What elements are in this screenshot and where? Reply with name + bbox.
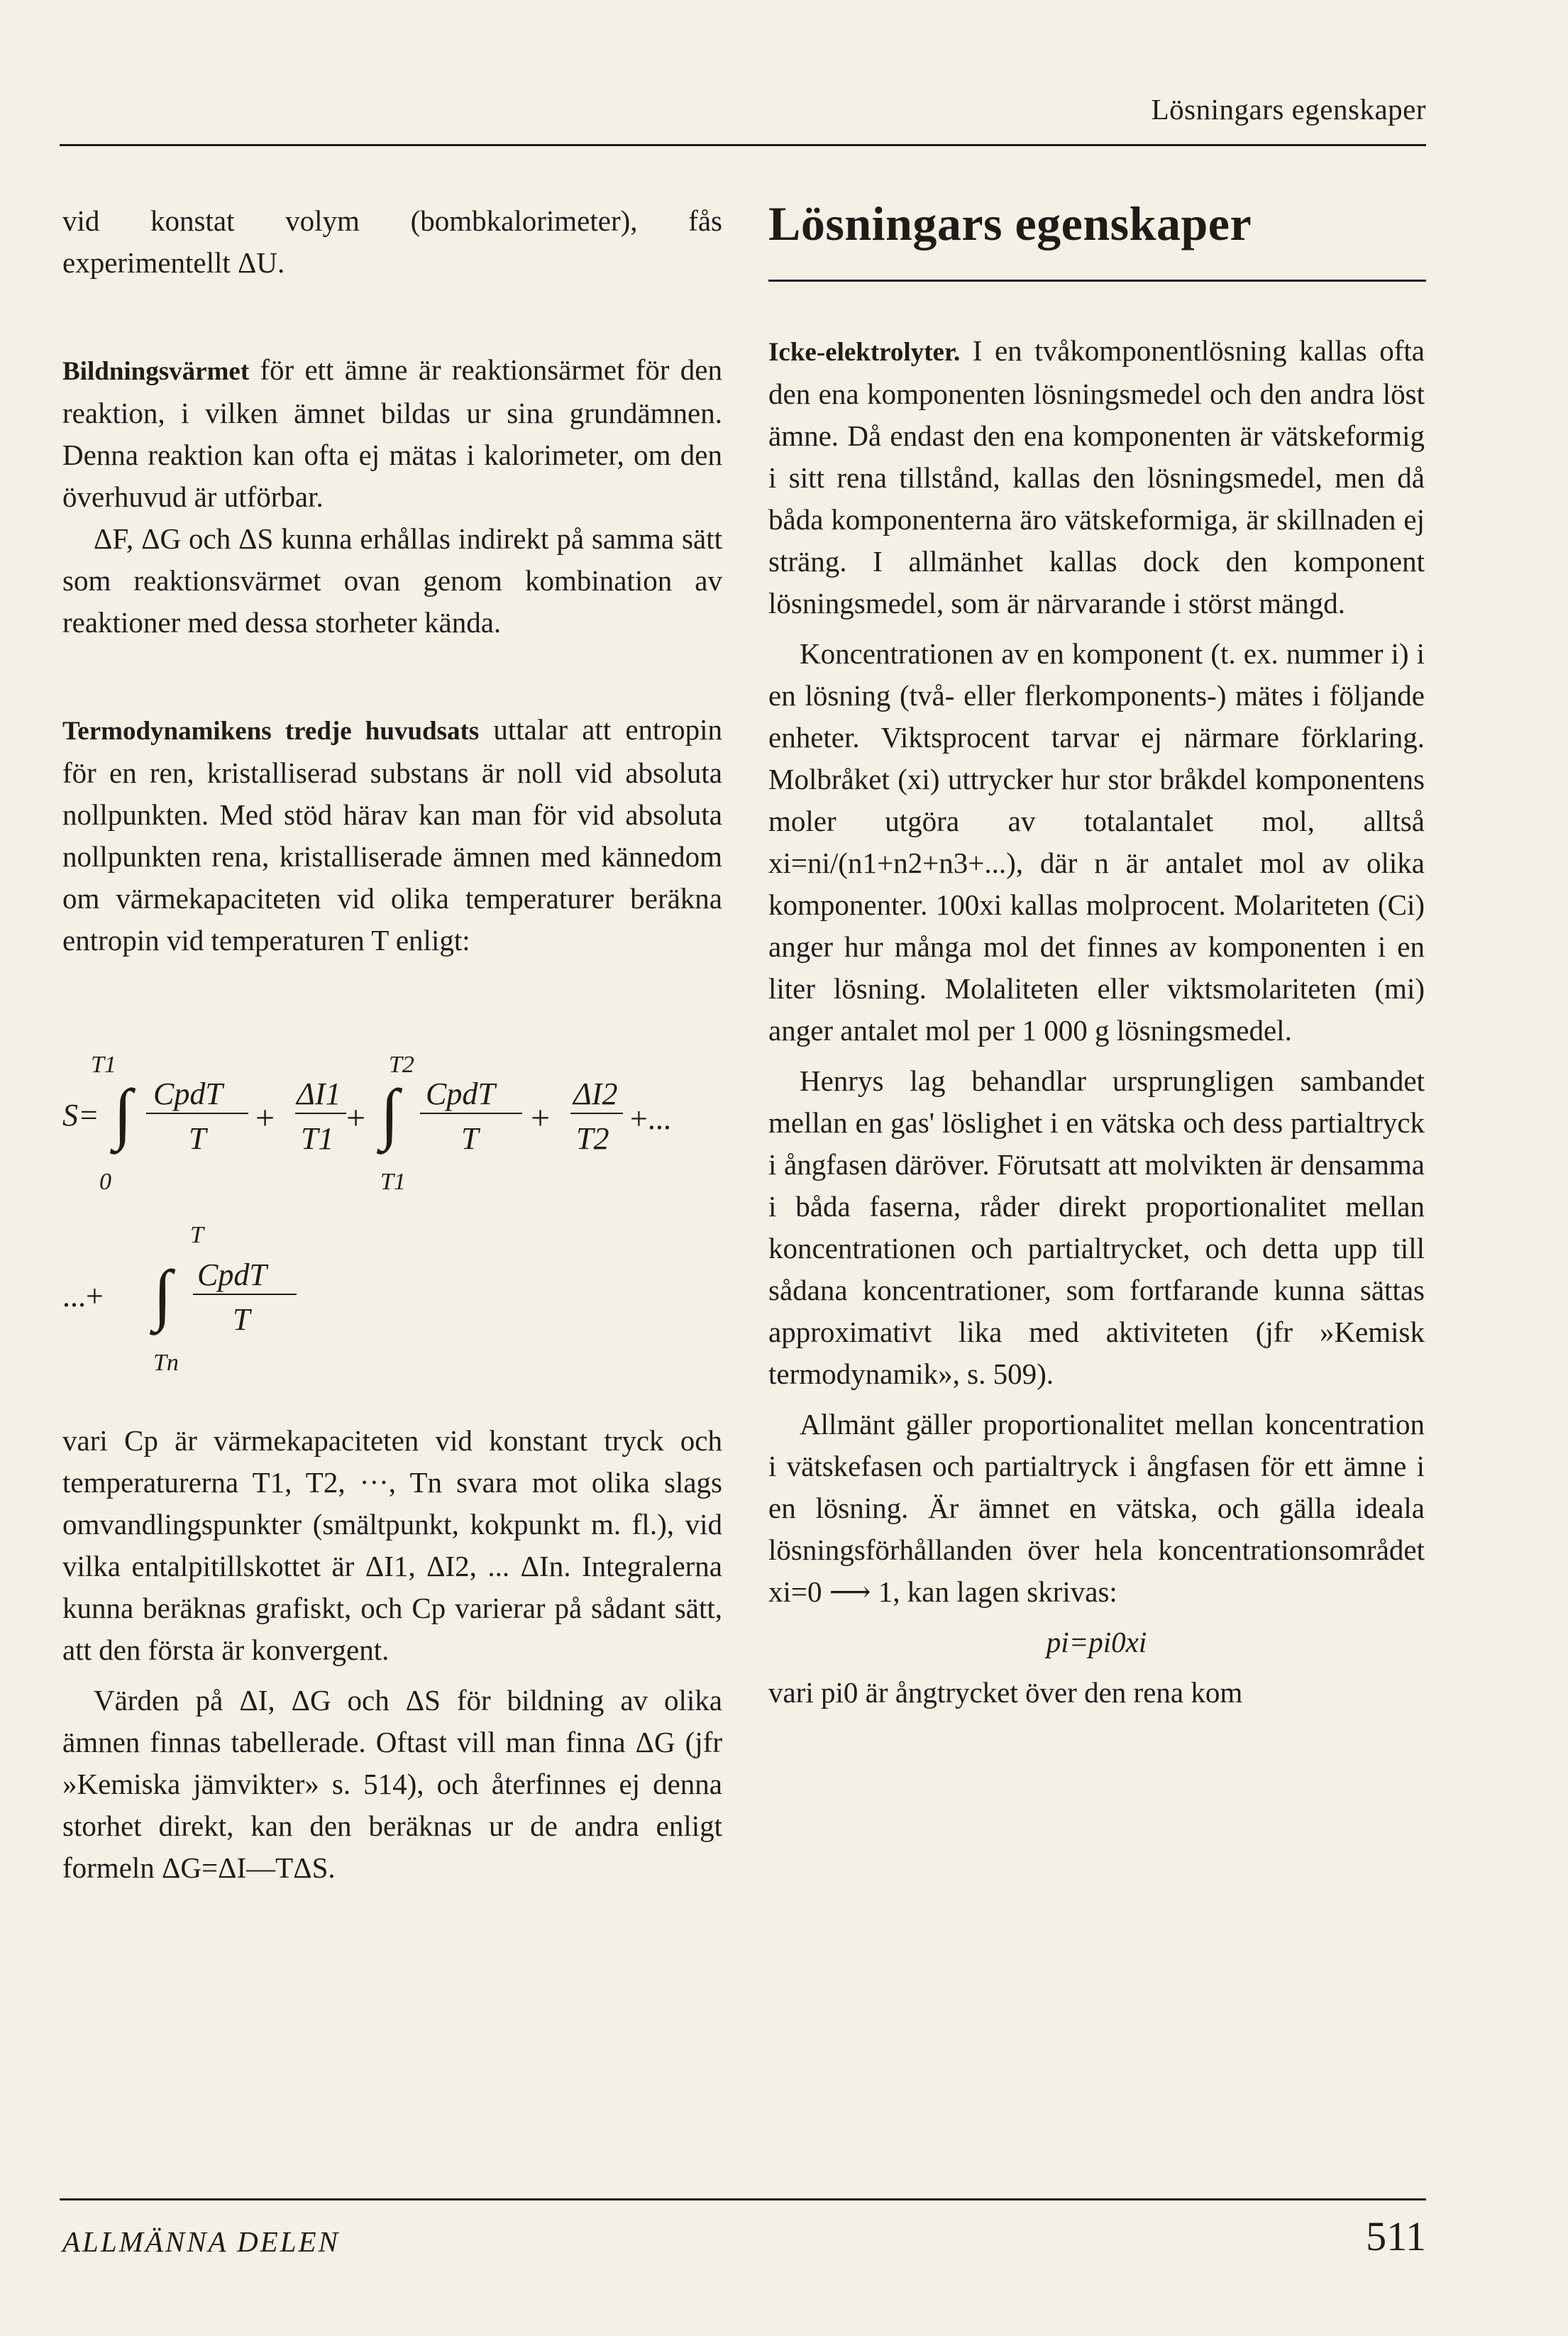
frac3-num: CpdT [426, 1076, 495, 1111]
running-title: Lösningars egenskaper [1151, 93, 1426, 126]
run-in-heading: Termodynamikens tredje huvudsats [62, 717, 480, 746]
formula-lhs: S= [62, 1098, 99, 1133]
header-rule [60, 144, 1426, 146]
int1-upper: T1 [91, 1052, 116, 1078]
paragraph-text: uttalar att entropin för en ren, kristalliserad substans är noll vid absoluta nollpunkten. Med stöd härav kan man för vid absoluta nollpunkten rena, kristalliserade ämnen med kännedom om värmekapaciteten vid olika temperaturer beräkna entropin vid temperaturen T enligt: [62, 713, 722, 957]
left-column [62, 200, 722, 1889]
paragraph: Allmänt gäller proportionalitet mellan koncentration i vätskefasen och partialtryck i ångfasen för ett ämne i en lösning. Är ämnet en vätska, och gälla ideala lösningsförhållanden över hela koncentrationsområdet xi=0 ⟶ 1, kan lagen skrivas: [768, 1408, 1425, 1608]
paragraph: vari Cp är värmekapaciteten vid konstant tryck och temperaturerna T1, T2, ···, Tn svara mot olika slags omvandlingspunkter (smältpunkt, kokpunkt m. fl.), vid vilka entalpitillskottet är ΔI1, ΔI2, ... ΔIn. Integralerna kunna beräknas grafiskt, och Cp varierar på sådant sätt, att den första är konvergent. [62, 1424, 722, 1666]
plus-sign: + [255, 1099, 275, 1137]
paragraph-text: I en tvåkomponentlösning kallas ofta den ena komponenten lösningsmedel och den andra löst ämne. Då endast den ena komponenten är vätskeformig i sitt rena tillstånd, kallas den lösningsmedel, men då båda komponenterna äro vätskeformiga, är skillnaden ej sträng. I allmänhet kallas dock den komponent lösningsmedel, som är närvarande i störst mängd. [768, 334, 1425, 619]
paragraph: ΔF, ΔG och ΔS kunna erhållas indirekt på samma sätt som reaktionsvärmet ovan genom kombination av reaktioner med dessa storheter kända. [62, 522, 722, 639]
frac4-den: T2 [576, 1121, 609, 1156]
paragraph: vari pi0 är ångtrycket över den rena kom [768, 1676, 1243, 1709]
paragraph [768, 330, 1425, 624]
henry-formula: pi=pi0xi [1046, 1626, 1147, 1658]
paragraph: Koncentrationen av en komponent (t. ex. nummer i) i en lösning (två- eller flerkomponents-) mätes i följande enheter. Viktsprocent tarvar ej närmare förklaring. Molbråket (xi) uttrycker hur stor bråkdel komponentens moler utgöra av totalantalet mol, alltså xi=ni/(n1+n2+n3+...), där n är antalet mol av olika komponenter. 100xi kallas molprocent. Molariteten (Ci) anger hur många mol det finnes av komponenten i en liter lösning. Molaliteten eller viktsmolariteten (mi) anger antalet mol per 1 000 g lösningsmedel. [768, 637, 1425, 1047]
paragraph: Henrys lag behandlar ursprungligen sambandet mellan en gas' löslighet i en vätska och dess partialtryck i ångfasen däröver. Förutsatt att molvikten är densamma i båda faserna, råder direkt proportionalitet mellan koncentrationen och partialtrycket, och detta upp till sådana koncentrationer, som fortfarande kunna sättas approximativt lika med aktiviteten (jfr »Kemisk termodynamik», s. 509). [768, 1064, 1425, 1390]
int2-lower: T1 [380, 1169, 406, 1195]
frac5-num: CpdT [197, 1257, 267, 1292]
running-head [0, 92, 1568, 135]
frac5-den: T [233, 1302, 250, 1337]
int2-upper: T2 [389, 1052, 414, 1078]
plus-sign: + [346, 1099, 366, 1137]
page-number: 511 [1366, 2213, 1426, 2259]
right-column [768, 330, 1425, 1714]
frac1-den: T [189, 1121, 206, 1156]
entropy-formula [62, 987, 722, 1399]
section-heading: Lösningars egenskaper [768, 197, 1252, 250]
int3-lower: Tn [153, 1350, 179, 1376]
integral-sign: ∫ [114, 1075, 133, 1151]
footer-rule [60, 2198, 1426, 2200]
paragraph [62, 709, 722, 962]
run-in-heading: Icke-elektrolyter. [768, 338, 961, 367]
run-in-heading: Bildningsvärmet [62, 357, 250, 386]
heading-rule [768, 280, 1426, 282]
paragraph: Värden på ΔI, ΔG och ΔS för bildning av olika ämnen finnas tabellerade. Oftast vill man finna ΔG (jfr »Kemiska jämvikter» s. 514), och återfinnes ej denna storhet direkt, kan den beräknas ur de andra enligt formeln ΔG=ΔI—TΔS. [62, 1684, 722, 1884]
integral-sign: ∫ [380, 1075, 399, 1151]
formula-line2-lead: ...+ [62, 1279, 104, 1313]
int3-upper: T [190, 1222, 204, 1248]
frac2-num: ΔI1 [297, 1076, 341, 1111]
frac4-num: ΔI2 [573, 1076, 618, 1111]
formula-trail: +... [630, 1101, 671, 1136]
frac2-den: T1 [301, 1121, 334, 1156]
plus-sign: + [531, 1099, 551, 1137]
integral-sign: ∫ [153, 1256, 172, 1332]
paragraph-text: för ett ämne är reaktionsärmet för den reaktion, i vilken ämnet bildas ur sina grundämnen. Denna reaktion kan ofta ej mätas i kalorimeter, om den överhuvud är utförbar. [62, 353, 722, 513]
frac3-den: T [461, 1121, 479, 1156]
entropy-formula-svg [62, 987, 722, 1399]
int1-lower: 0 [99, 1169, 111, 1195]
paragraph [62, 349, 722, 518]
footer-section: ALLMÄNNA DELEN [62, 2225, 340, 2258]
paragraph: vid konstat volym (bombkalorimeter), fås experimentellt ΔU. [62, 204, 722, 279]
frac1-num: CpdT [153, 1076, 223, 1111]
